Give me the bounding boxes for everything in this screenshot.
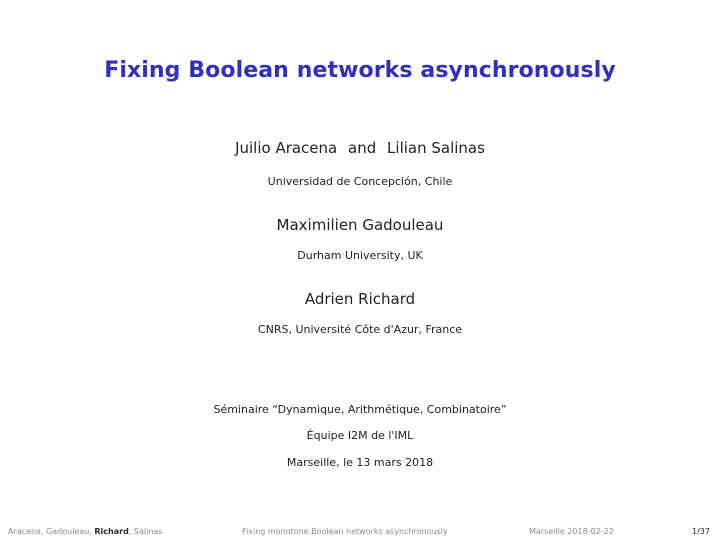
seminar-place-date: Marseille, le 13 mars 2018 — [286, 456, 434, 469]
footer-author-highlight: Richard — [94, 527, 129, 536]
affiliation-cnrs: CNRS, Université Côte d'Azur, France — [257, 323, 463, 336]
author-conjunction: and — [348, 139, 377, 157]
author-salinas: Lilian Salinas — [387, 139, 485, 157]
seminar-name: Séminaire “Dynamique, Arithmétique, Combinatoire” — [213, 403, 507, 416]
footer-short-title: Fixing monotone Boolean networks asynchronously — [242, 527, 448, 536]
seminar-team: Équipe I2M de l'IML — [306, 429, 414, 442]
affiliation-durham: Durham University, UK — [297, 249, 423, 262]
footer-authors — [8, 527, 162, 536]
slide-title: Fixing Boolean networks asynchronously — [104, 58, 616, 83]
footer-authors-post: , Salinas — [128, 527, 163, 536]
author-aracena: Juilio Aracena — [235, 139, 338, 157]
footer-date: Marseille 2018-02-22 — [529, 527, 614, 536]
footer-page-number: 1/37 — [692, 527, 710, 536]
author-line — [0, 139, 720, 157]
footer-authors-pre: Aracena, Gadouleau, — [8, 527, 95, 536]
footer — [0, 527, 720, 541]
affiliation-concepcion: Universidad de Concepción, Chile — [267, 175, 453, 188]
author-richard: Adrien Richard — [304, 290, 416, 308]
author-gadouleau: Maximilien Gadouleau — [276, 216, 444, 234]
